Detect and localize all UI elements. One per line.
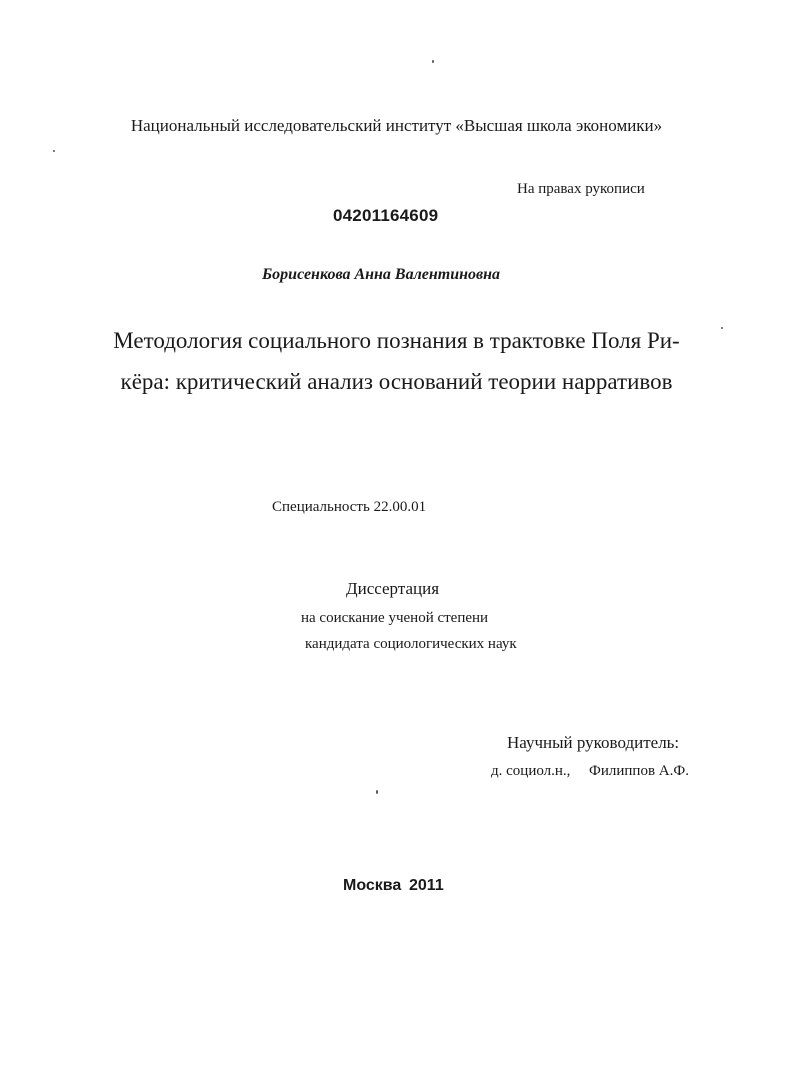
dissertation-heading: Диссертация <box>346 579 440 598</box>
institute-name: Национальный исследовательский институт «Высшая школа экономики» <box>130 116 663 135</box>
scan-speck <box>53 150 55 152</box>
degree-purpose: на соискание ученой степени <box>301 610 489 626</box>
specialty: Специальность 22.00.01 <box>272 499 427 515</box>
scan-speck <box>376 790 378 794</box>
year: 2011 <box>409 877 444 894</box>
degree-name: кандидата социологических наук <box>305 636 517 652</box>
scan-speck <box>432 60 434 63</box>
dissertation-title-line-1: Методология социального познания в трактовке Поля Ри- <box>113 328 680 353</box>
supervisor-label: Научный руководитель: <box>507 733 680 752</box>
rights-note: На правах рукописи <box>517 181 645 197</box>
document-code: 04201164609 <box>333 206 439 225</box>
dissertation-title-line-2: кёра: критический анализ оснований теории нарративов <box>120 369 673 394</box>
author-name: Борисенкова Анна Валентиновна <box>262 266 501 283</box>
city: Москва <box>343 877 402 894</box>
supervisor-degree: д. социол.н., <box>491 763 571 779</box>
supervisor-name: Филиппов А.Ф. <box>589 763 689 779</box>
